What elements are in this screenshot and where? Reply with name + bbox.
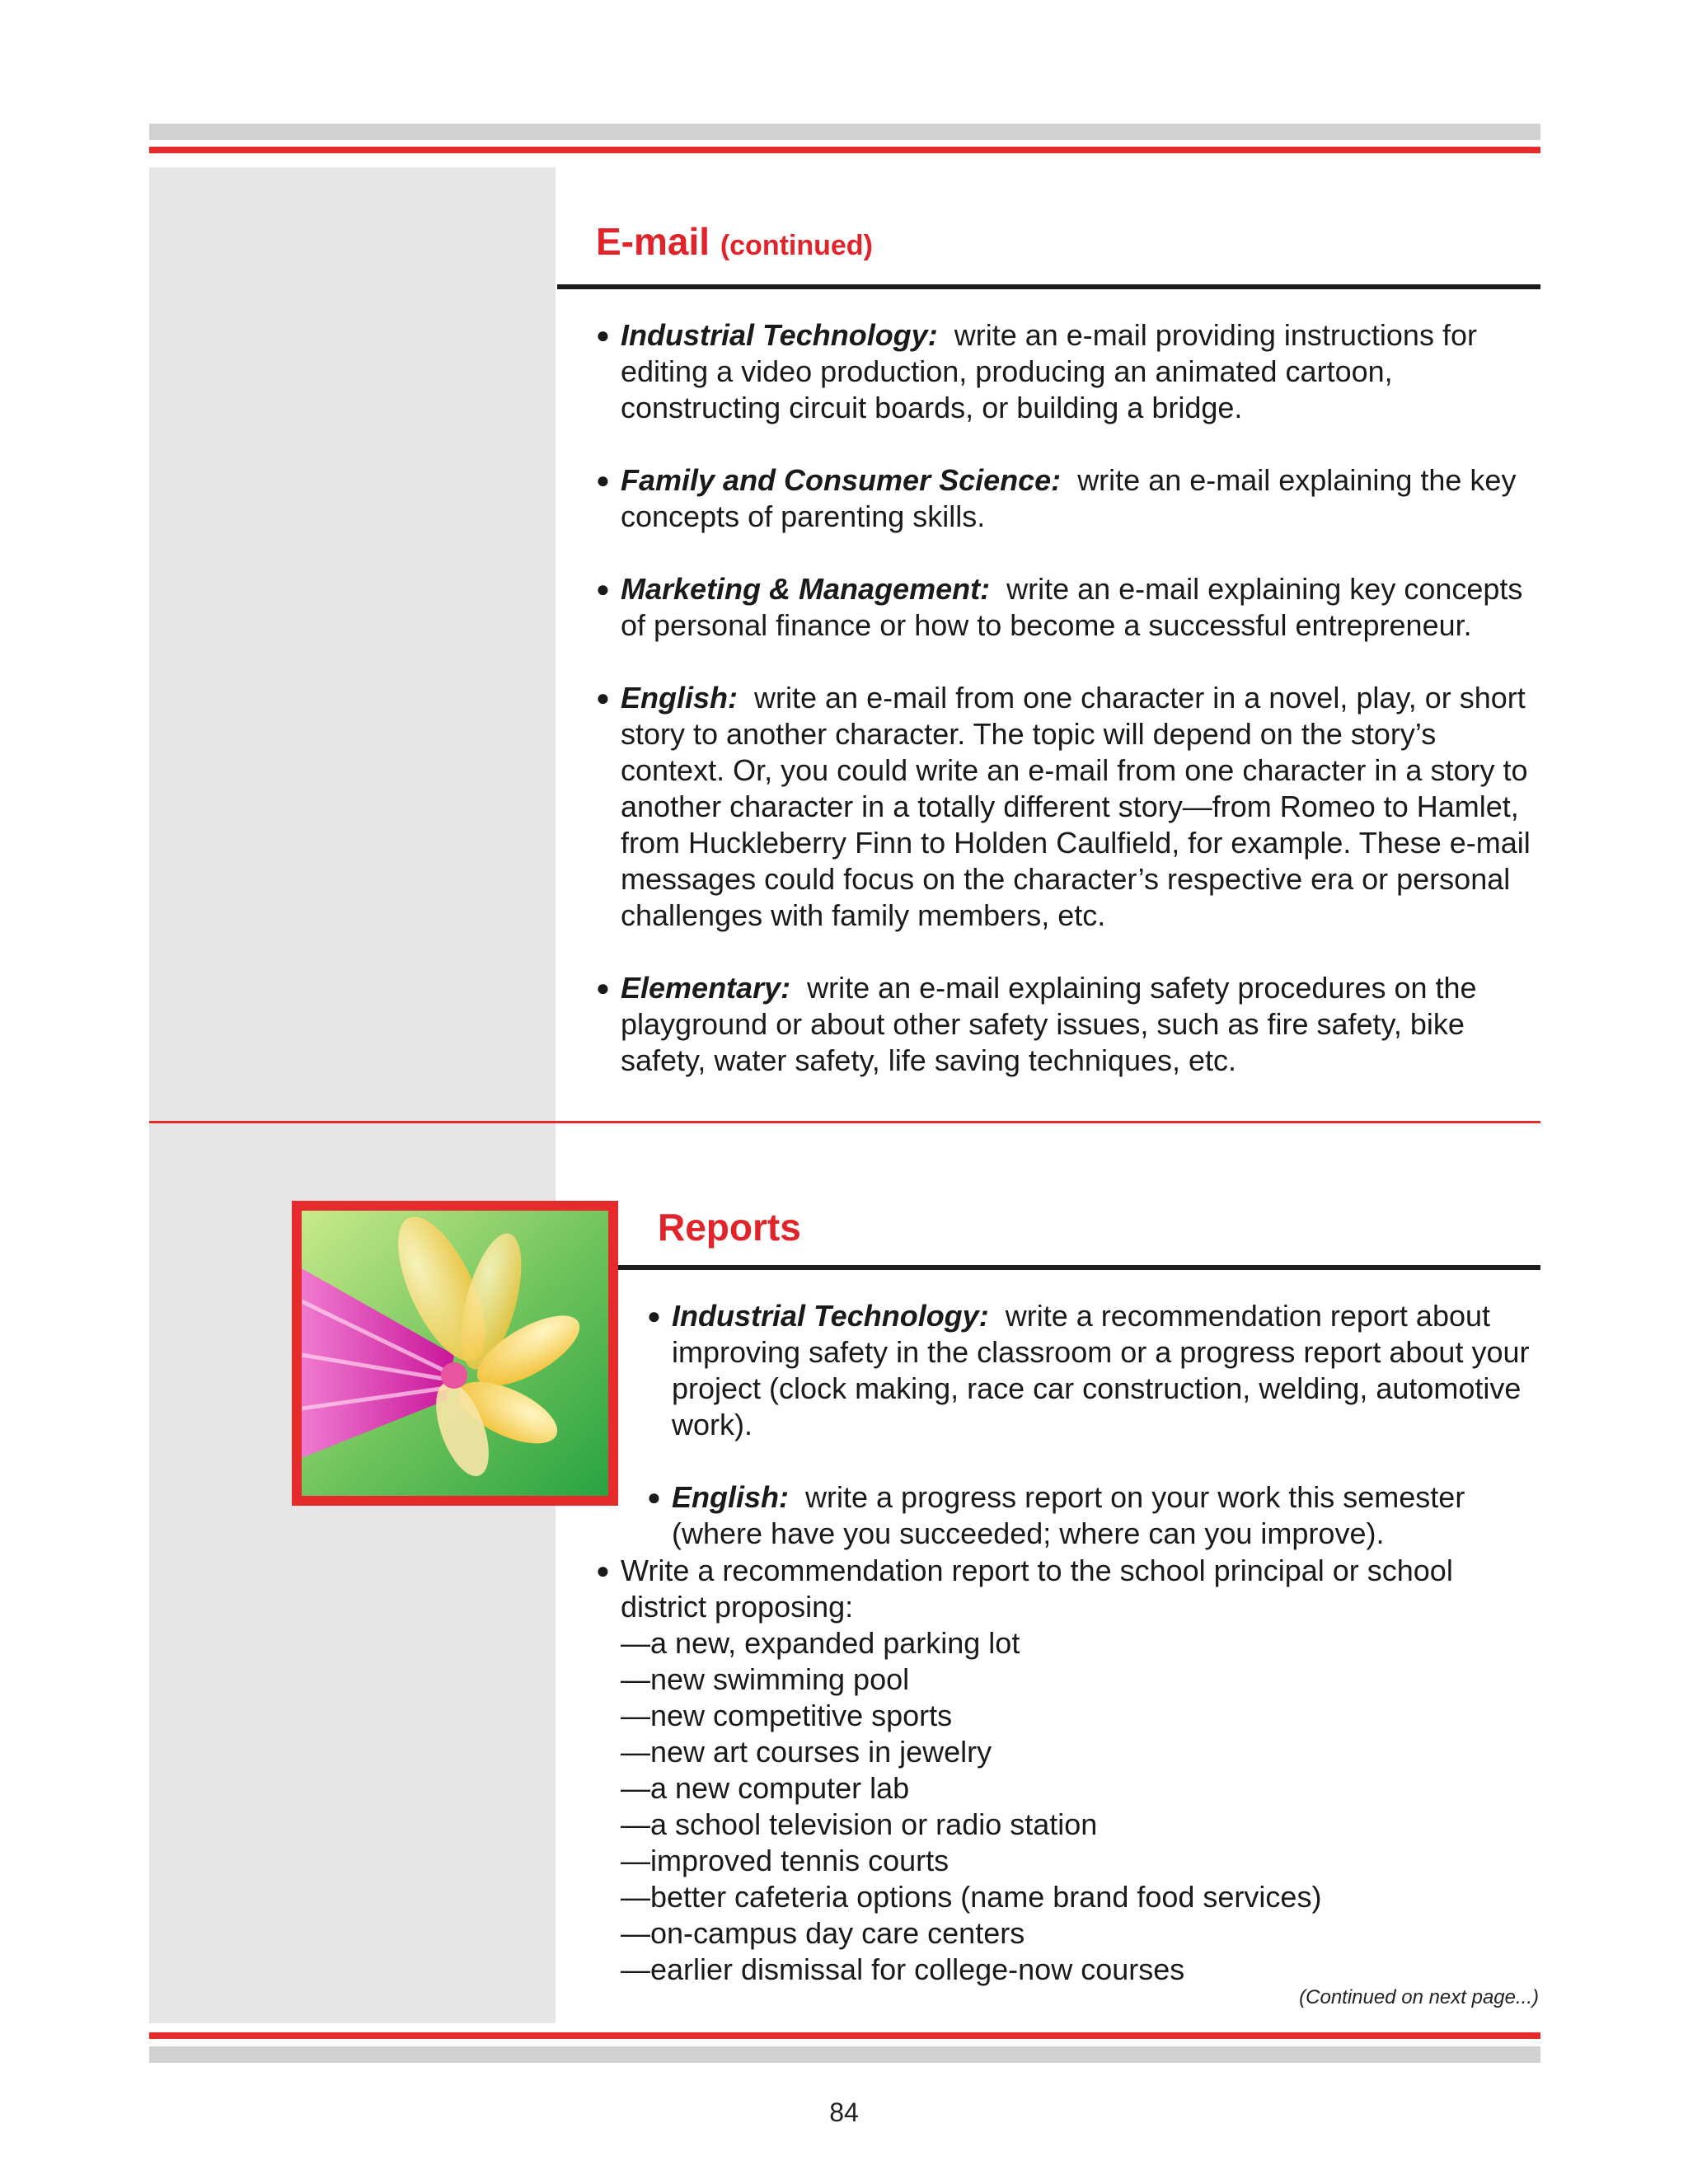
bullet-icon: ● xyxy=(647,1484,661,1510)
reports-heading-rule xyxy=(618,1265,1540,1270)
continued-note: (Continued on next page...) xyxy=(1299,1986,1539,2008)
reports-list xyxy=(647,1298,1544,1588)
item-text: write an e-mail explaining safety procedures on the playground or about other safety issues, such as fire safety, bike safety, water safety, life saving techniques, etc. xyxy=(621,971,1477,1077)
reports-section-title: Reports xyxy=(658,1206,801,1249)
item-label: English: xyxy=(672,1480,789,1514)
bullet-icon: ● xyxy=(596,322,610,348)
proposal-item: —a new computer lab xyxy=(621,1771,910,1805)
bottom-gray-band xyxy=(149,2046,1540,2063)
proposal-item: —improved tennis courts xyxy=(621,1844,950,1877)
top-gray-band xyxy=(149,124,1540,140)
item-text: write an e-mail explaining key concepts of personal finance or how to become a successful entrepreneur. xyxy=(621,572,1523,642)
list-item xyxy=(596,317,1544,426)
item-text: write a progress report on your work this semester (where have you succeeded; where can you improve). xyxy=(672,1480,1465,1550)
bullet-icon: ● xyxy=(647,1303,661,1329)
bullet-icon: ● xyxy=(596,975,610,1001)
item-text: write an e-mail explaining the key concepts of parenting skills. xyxy=(621,463,1517,533)
item-label: Industrial Technology: xyxy=(672,1299,989,1333)
list-item xyxy=(647,1298,1544,1443)
proposal-item: —new art courses in jewelry xyxy=(621,1735,992,1769)
page-number: 84 xyxy=(829,2097,859,2127)
proposal-item: —better cafeteria options (name brand food services) xyxy=(621,1880,1322,1914)
list-item xyxy=(596,1553,1544,1988)
left-sidebar-panel xyxy=(149,167,556,2023)
list-item xyxy=(596,680,1544,934)
proposal-item: —a school television or radio station xyxy=(621,1807,1098,1841)
proposal-item: —on-campus day care centers xyxy=(621,1916,1025,1950)
email-list xyxy=(596,317,1544,1115)
recommendation-intro: Write a recommendation report to the school principal or school district proposing: xyxy=(621,1554,1453,1624)
proposal-item: —earlier dismissal for college-now courses xyxy=(621,1952,1185,1986)
item-label: English: xyxy=(621,681,738,715)
item-label: Elementary: xyxy=(621,971,791,1005)
item-text: write an e-mail providing instructions for editing a video production, producing an animated cartoon, constructing circuit boards, or building a bridge. xyxy=(621,318,1477,424)
list-item xyxy=(596,970,1544,1079)
proposal-item: —new competitive sports xyxy=(621,1699,953,1732)
proposal-item: —a new, expanded parking lot xyxy=(621,1626,1020,1660)
item-text: write an e-mail from one character in a novel, play, or short story to another character. The topic will depend on the story’s context. Or, you could write an e-mail from one character in a story to another character in a totally different story—from Romeo to Hamlet, from Huckleberry Finn to Holden Caulfield, for example. These e-mail messages could focus on the character’s respective era or personal challenges with family members, etc. xyxy=(621,681,1531,932)
item-label: Family and Consumer Science: xyxy=(621,463,1062,497)
section-divider xyxy=(149,1121,1540,1123)
list-item xyxy=(647,1479,1544,1552)
item-label: Industrial Technology: xyxy=(621,318,938,352)
recommendation-list xyxy=(596,1553,1544,1988)
item-label: Marketing & Management: xyxy=(621,572,991,606)
email-title-suffix: (continued) xyxy=(720,230,873,261)
bottom-red-band xyxy=(149,2032,1540,2039)
bullet-icon: ● xyxy=(596,1558,610,1583)
bullet-icon: ● xyxy=(596,576,610,602)
list-item xyxy=(596,571,1544,644)
bullet-icon: ● xyxy=(596,685,610,710)
list-item xyxy=(596,462,1544,535)
flower-illustration-svg xyxy=(302,1211,608,1496)
bullet-icon: ● xyxy=(596,467,610,493)
email-heading-rule xyxy=(557,284,1540,289)
email-section-title: E-mail (continued) xyxy=(596,220,873,263)
flower-illustration-icon xyxy=(292,1201,618,1506)
proposal-item: —new swimming pool xyxy=(621,1662,910,1696)
item-text: write a recommendation report about improving safety in the classroom or a progress report about your project (clock making, race car construction, welding, automotive work). xyxy=(672,1299,1530,1441)
top-red-band xyxy=(149,147,1540,153)
